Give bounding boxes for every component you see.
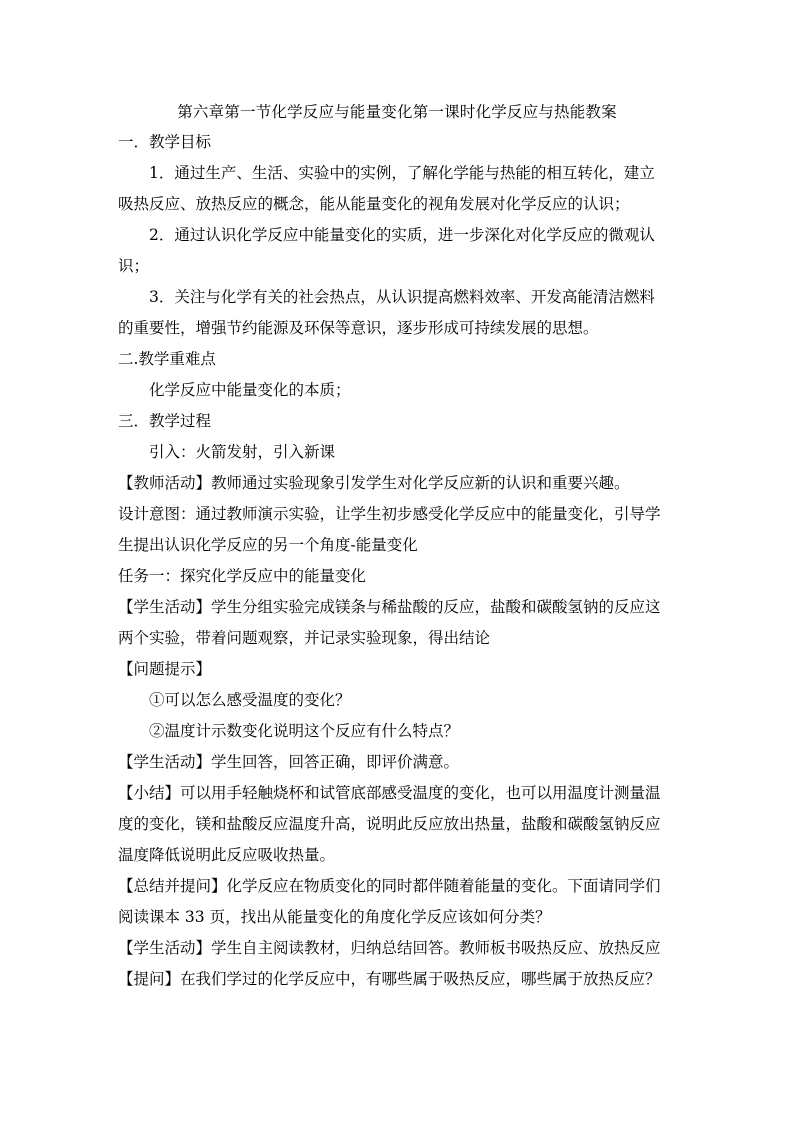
summary-question-line-2: 阅读课本 33 页，找出从能量变化的角度化学反应该如何分类？ (118, 908, 551, 926)
intro-text: 引入：火箭发射，引入新课 (149, 443, 336, 461)
teacher-activity-paragraph: 【教师活动】教师通过实验现象引发学生对化学反应新的认识和重要兴趣。 (118, 474, 630, 492)
task-one-heading: 任务一：探究化学反应中的能量变化 (118, 567, 367, 585)
question-2: ②温度计示数变化说明这个反应有什么特点？ (149, 722, 460, 740)
key-point-text: 化学反应中能量变化的本质； (149, 381, 351, 399)
objective-1-line-1: 1．通过生产、生活、实验中的实例，了解化学能与热能的相互转化，建立 (149, 164, 655, 182)
student-activity-1-line-2: 两个实验，带着问题观察，并记录实验现象，得出结论 (118, 629, 491, 647)
question-final: 【提问】在我们学过的化学反应中，有哪些属于吸热反应，哪些属于放热反应？ (118, 970, 661, 988)
design-intent-line-2: 生提出认识化学反应的另一个角度-能量变化 (118, 536, 418, 554)
question-1: ①可以怎么感受温度的变化？ (149, 691, 351, 709)
design-intent-line-1: 设计意图：通过教师演示实验，让学生初步感受化学反应中的能量变化，引导学 (118, 505, 661, 523)
objective-2-line-1: 2．通过认识化学反应中能量变化的实质，进一步深化对化学反应的微观认 (149, 226, 655, 244)
document-title: 第六章第一节化学反应与能量变化第一课时化学反应与热能教案 (177, 103, 617, 121)
summary-line-1: 【小结】可以用手轻触烧杯和试管底部感受温度的变化，也可以用温度计测量温 (118, 784, 661, 802)
document-body (118, 127, 688, 995)
summary-question-line-1: 【总结并提问】化学反应在物质变化的同时都伴随着能量的变化。下面请同学们 (118, 877, 661, 895)
section-heading-process: 三．教学过程 (118, 412, 212, 430)
question-prompt-label: 【问题提示】 (118, 660, 212, 678)
summary-line-3: 温度降低说明此反应吸收热量。 (118, 846, 336, 864)
student-activity-1-line-1: 【学生活动】学生分组实验完成镁条与稀盐酸的反应，盐酸和碳酸氢钠的反应这 (118, 598, 661, 616)
objective-3-line-2: 的重要性，增强节约能源及环保等意识，逐步形成可持续发展的思想。 (118, 319, 599, 337)
summary-line-2: 度的变化，镁和盐酸反应温度升高，说明此反应放出热量，盐酸和碳酸氢钠反应 (118, 815, 661, 833)
objective-1-line-2: 吸热反应、放热反应的概念，能从能量变化的视角发展对化学反应的认识； (118, 195, 630, 213)
objective-2-line-2: 识； (118, 257, 150, 275)
student-activity-2: 【学生活动】学生回答，回答正确，即评价满意。 (118, 753, 460, 771)
section-heading-objectives: 一．教学目标 (118, 133, 212, 151)
objective-3-line-1: 3．关注与化学有关的社会热点，从认识提高燃料效率、开发高能清洁燃料 (149, 288, 655, 306)
student-activity-3: 【学生活动】学生自主阅读教材，归纳总结回答。教师板书吸热反应、放热反应 (118, 939, 661, 957)
section-heading-key-points: 二.教学重难点 (118, 350, 216, 368)
